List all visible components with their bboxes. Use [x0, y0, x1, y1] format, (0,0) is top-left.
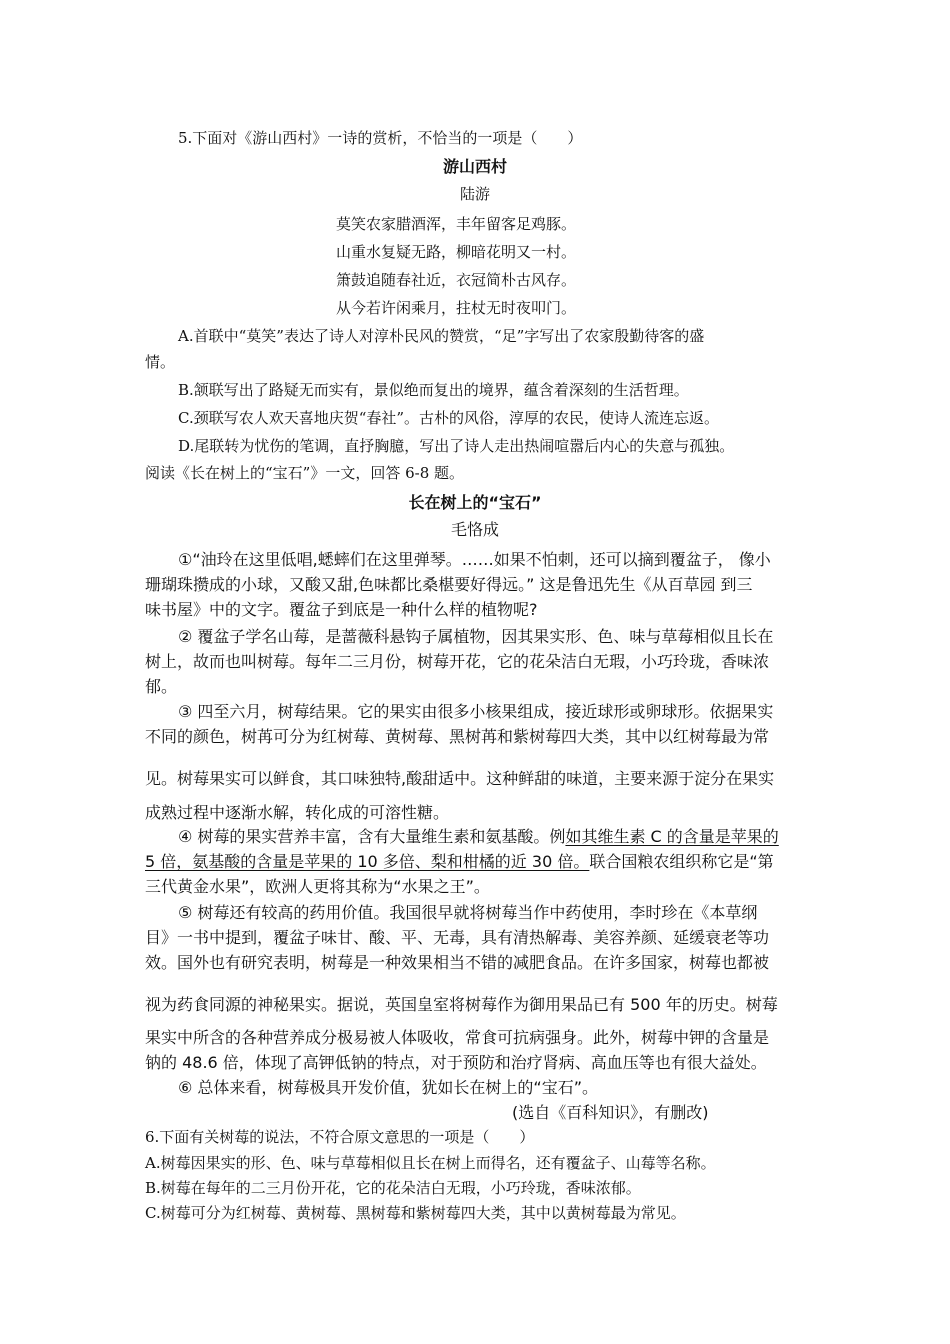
- question-6-option-a: A.树莓因果实的形、色、味与草莓相似且长在树上而得名，还有覆盆子、山莓等名称。: [145, 1154, 716, 1172]
- reading-instruction: 阅读《长在树上的“宝石”》一文，回答 6-8 题。: [145, 464, 465, 482]
- question-5-option-c: C.颈联写农人欢天喜地庆贺“春社”。古朴的风俗，淳厚的农民，使诗人流连忘返。: [178, 409, 720, 427]
- paragraph-1-line: 珊瑚珠攒成的小球，又酸又甜,色味都比桑椹要好得远。” 这是鲁迅先生《从百草园 到三: [145, 575, 753, 594]
- paragraph-5-line: 视为药食同源的神秘果实。据说，英国皇室将树莓作为御用果品已有 500 年的历史。树莓: [145, 995, 778, 1014]
- poem-line: 莫笑农家腊酒浑，丰年留客足鸡豚。: [336, 215, 577, 233]
- poem-title: 游山西村: [442, 157, 507, 176]
- question-6-option-c: C.树莓可分为红树莓、黄树莓、黑树莓和紫树莓四大类，其中以黄树莓最为常见。: [145, 1204, 686, 1222]
- poem-author: 陆游: [459, 185, 490, 203]
- paragraph-3-line: 成熟过程中逐渐水解，转化成的可溶性糖。: [145, 803, 450, 822]
- poem-line: 箫鼓追随春社近，衣冠简朴古风存。: [336, 271, 577, 289]
- paragraph-3-line: 不同的颜色，树苒可分为红树莓、黄树莓、黑树苒和紫树莓四大类，其中以红树莓最为常: [145, 727, 770, 746]
- paragraph-6: ⑥ 总体来看，树莓极具开发价值，犹如长在树上的“宝石”。: [178, 1078, 599, 1097]
- paragraph-5-line: 钠的 48.6 倍，体现了高钾低钠的特点，对于预防和治疗肾病、高血压等也有很大益处。: [145, 1053, 767, 1072]
- poem-line: 从今若许闲乘月，拄杖无时夜叩门。: [336, 299, 577, 317]
- paragraph-2-line: ② 覆盆子学名山莓，是蔷薇科悬钩子属植物，因其果实形、色、味与草莓相似且长在: [178, 627, 774, 646]
- paragraph-4-line: [145, 849, 774, 872]
- paragraph-5-line: 效。国外也有研究表明，树莓是一种效果相当不错的减肥食品。在许多国家，树莓也都被: [145, 953, 770, 972]
- question-5-option-a-cont: 情。: [145, 353, 176, 371]
- question-6-stem: 6.下面有关树莓的说法，不符合原文意思的一项是（ ）: [145, 1128, 535, 1146]
- paragraph-5-line: 果实中所含的各种营养成分极易被人体吸收，常食可抗病强身。此外，树莓中钾的含量是: [145, 1028, 770, 1047]
- paragraph-2-line: 树上，故而也叫树莓。每年二三月份，树莓开花，它的花朵洁白无瑕，小巧玲珑，香味浓: [145, 652, 770, 671]
- paragraph-4-underlined: 如其维生素 C 的含量是苹果的: [565, 827, 779, 846]
- article-source: (选自《百科知识》，有删改): [512, 1103, 709, 1122]
- question-5-option-d: D.尾联转为忧伤的笔调，直抒胸臆，写出了诗人走出热闹喧嚣后内心的失意与孤独。: [178, 437, 735, 455]
- paragraph-1-line: ①“油玲在这里低唱,蟋蟀们在这里弹琴。……如果不怕刺，还可以摘到覆盆子， 像小: [178, 550, 771, 569]
- question-5-option-b: B.颔联写出了路疑无而实有，景似绝而复出的境界，蕴含着深刻的生活哲理。: [178, 381, 689, 399]
- paragraph-4-underlined: 5 倍，氨基酸的含量是苹果的 10 多倍、梨和柑橘的近 30 倍。: [145, 852, 590, 871]
- paragraph-4-text: 联合国粮农组织称它是“第: [589, 852, 774, 871]
- paragraph-1-line: 味书屋》中的文字。覆盆子到底是一种什么样的植物呢?: [145, 600, 538, 619]
- question-6-option-b: B.树莓在每年的二三月份开花，它的花朵洁白无瑕，小巧玲珑，香味浓郁。: [145, 1179, 641, 1197]
- question-5-option-a: A.首联中“莫笑”表达了诗人对淳朴民风的赞赏，“足”字写出了农家殷勤待客的盛: [178, 327, 705, 345]
- paragraph-3-line: ③ 四至六月，树莓结果。它的果实由很多小核果组成，接近球形或卵球形。依据果实: [178, 702, 774, 721]
- poem-line: 山重水复疑无路，柳暗花明又一村。: [336, 243, 577, 261]
- question-5-stem: 5.下面对《游山西村》一诗的赏析，不恰当的一项是（ ）: [178, 129, 583, 147]
- paragraph-5-line: 目》一书中提到，覆盆子味甘、酸、平、无毒，具有清热解毒、美容养颜、延缓衰老等功: [145, 928, 770, 947]
- paragraph-5-line: ⑤ 树莓还有较高的药用价值。我国很早就将树莓当作中药使用，李时珍在《本草纲: [178, 903, 758, 922]
- article-title: 长在树上的“宝石”: [408, 493, 542, 512]
- paragraph-4-line: [178, 824, 779, 847]
- paragraph-3-line: 见。树莓果实可以鲜食，其口味独特,酸甜适中。这种鲜甜的味道，主要来源于淀分在果实: [145, 769, 775, 788]
- article-author: 毛恪成: [450, 520, 499, 539]
- paragraph-4-line: 三代黄金水果”，欧洲人更将其称为“水果之王”。: [145, 877, 490, 896]
- paragraph-4-text: ④ 树莓的果实营养丰富，含有大量维生素和氨基酸。例: [178, 827, 566, 846]
- paragraph-2-line: 郁。: [145, 677, 178, 696]
